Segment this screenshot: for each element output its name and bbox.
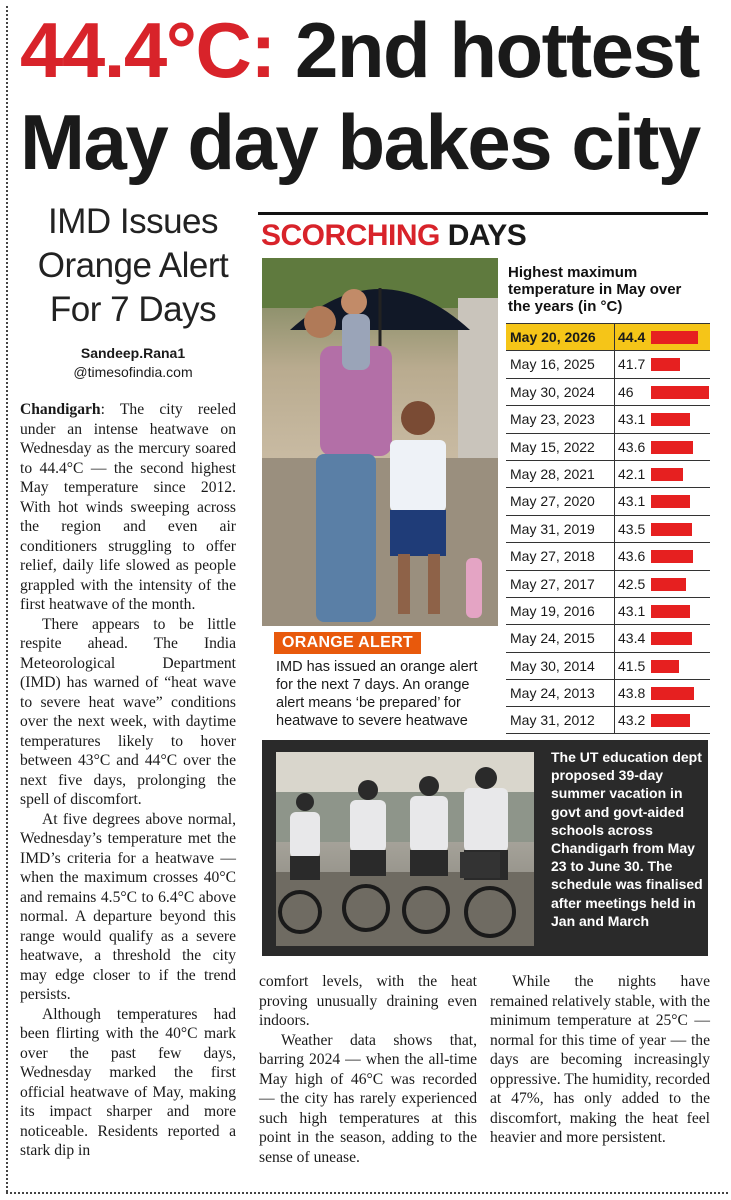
- chart-value-label: 43.1: [618, 493, 646, 510]
- chart-value-label: 42.1: [618, 465, 646, 482]
- chart-value-label: 44.4: [618, 329, 646, 345]
- chart-bar: [651, 550, 693, 563]
- chart-value-label: 46: [618, 383, 634, 400]
- article-column-3: [490, 972, 710, 1148]
- chart-date-label: May 20, 2026: [510, 329, 596, 345]
- chart-column-divider: [614, 324, 615, 350]
- chart-bar: [651, 441, 693, 454]
- chart-date-label: May 15, 2022: [510, 438, 595, 455]
- panel-title: [261, 220, 526, 252]
- chart-date-label: May 27, 2017: [510, 575, 595, 592]
- chart-column-divider: [614, 653, 615, 679]
- chart-date-label: May 16, 2025: [510, 356, 595, 373]
- chart-date-label: May 28, 2021: [510, 465, 595, 482]
- subhead-line: For 7 Days: [49, 290, 217, 329]
- chart-date-label: May 30, 2024: [510, 383, 595, 400]
- photo-illustration: [262, 258, 498, 626]
- chart-column-divider: [614, 351, 615, 377]
- chart-date-label: May 27, 2018: [510, 548, 595, 565]
- article-paragraph: comfort levels, with the heat proving unusually draining even indoors.: [259, 973, 477, 1029]
- chart-value-label: 43.4: [618, 630, 646, 647]
- article-column-2: [259, 972, 477, 1167]
- page-border-bottom: [6, 1192, 728, 1194]
- chart-column-divider: [614, 625, 615, 651]
- chart-column-divider: [614, 434, 615, 460]
- chart-value-label: 43.6: [618, 438, 646, 455]
- article-paragraph: Although temperatures had been flirting with the 40°C mark over the past few days, Wednesday marked the first official heatwave of May, making its impact sharper and more noticeable. Residents reported a stark dip in: [20, 1005, 236, 1159]
- chart-bar: [651, 632, 692, 645]
- scorching-days-chart: [500, 258, 712, 738]
- chart-value-label: 43.1: [618, 411, 646, 428]
- chart-bar: [651, 523, 692, 536]
- subhead-line: IMD Issues: [47, 202, 219, 241]
- chart-row: [506, 515, 710, 542]
- chart-date-label: May 24, 2013: [510, 685, 595, 702]
- chart-date-label: May 31, 2019: [510, 520, 595, 537]
- chart-row: [506, 570, 710, 597]
- article-column-1: [20, 400, 236, 1161]
- chart-bar: [651, 495, 690, 508]
- chart-column-divider: [614, 543, 615, 569]
- chart-row: [506, 624, 710, 651]
- chart-bar: [651, 578, 686, 591]
- subhead-line: Orange Alert: [37, 246, 229, 285]
- chart-bar: [651, 468, 683, 481]
- chart-column-divider: [614, 707, 615, 732]
- chart-bar: [651, 413, 690, 426]
- chart-title: Highest maximum temperature in May over the years (in °C): [508, 264, 682, 315]
- byline-handle: @timesofindia.com: [73, 364, 193, 380]
- schoolgirls-cycling-photo: [276, 752, 534, 946]
- panel-title-red: SCORCHING: [261, 219, 440, 252]
- chart-row: [506, 405, 710, 432]
- chart-column-divider: [614, 598, 615, 624]
- chart-row: [506, 460, 710, 487]
- chart-date-label: May 24, 2015: [510, 630, 595, 647]
- chart-column-divider: [614, 571, 615, 597]
- chart-row: [506, 652, 710, 679]
- chart-value-label: 41.7: [618, 356, 646, 373]
- chart-row: [506, 706, 710, 733]
- school-vacation-caption: The UT education dept proposed 39-day summer vacation in govt and govt-aided schools across Chandigarh from May 23 to June 30. The schedule was finalised after meetings held in Jan and March: [551, 749, 703, 929]
- chart-value-label: 42.5: [618, 575, 646, 592]
- chart-row: [506, 433, 710, 460]
- panel-title-black: DAYS: [447, 219, 527, 252]
- article-paragraph: At five degrees above normal, Wednesday’s temperature met the IMD’s criteria for a heatwave — when the maximum crosses 40°C and remains 4.5°C to 6.4°C above normal. A departure beyond this range would qualify as a severe heatwave, a threshold the city may edge closer to if the trend persists.: [20, 810, 236, 1003]
- chart-row: [506, 679, 710, 706]
- chart-row: [506, 350, 710, 377]
- chart-row: [506, 542, 710, 569]
- chart-value-label: 43.1: [618, 602, 646, 619]
- chart-row: [506, 597, 710, 624]
- article-paragraph: While the nights have remained relatively stable, with the minimum temperature at 25°C — normal for this time of year — the days are becoming increasingly oppressive. The humidity, recorded at 47%, has only added to the discomfort, making the heat feel heavier and more persistent.: [490, 973, 710, 1146]
- chart-bar: [651, 386, 709, 399]
- chart-bar: [651, 358, 680, 371]
- chart-bar: [651, 605, 690, 618]
- chart-column-divider: [614, 680, 615, 706]
- headline-line2: May day bakes city: [20, 98, 700, 186]
- mother-children-umbrella-photo: [262, 258, 498, 626]
- orange-alert-tag: ORANGE ALERT: [274, 632, 421, 654]
- chart-column-divider: [614, 488, 615, 514]
- dateline-city: Chandigarh: [20, 401, 101, 418]
- chart-value-label: 43.2: [618, 712, 646, 729]
- chart-column-divider: [614, 379, 615, 405]
- page-border-left: [6, 6, 8, 1192]
- chart-date-label: May 31, 2012: [510, 712, 595, 729]
- article-paragraph: Chandigarh: The city reeled under an intense heatwave on Wednesday as the mercury soared to 44.4°C — the second highest May temperature since 2012. With hot winds sweeping across the region and even air conditioners struggling to offer relief, daily life slowed as people grappled with the intensity of the first heatwave of the month.: [20, 401, 236, 613]
- photo-illustration: [276, 752, 534, 946]
- chart-column-divider: [614, 461, 615, 487]
- panel-rule: [258, 212, 708, 215]
- headline: [20, 6, 720, 186]
- article-paragraph: Weather data shows that, barring 2024 — when the all-time May high of 46°C was recorded — the city has rarely experienced such high temperatures at this point in the season, adding to the sense of unease.: [259, 1031, 477, 1166]
- chart-value-label: 43.8: [618, 685, 646, 702]
- chart-date-label: May 23, 2023: [510, 411, 595, 428]
- chart-date-label: May 19, 2016: [510, 602, 595, 619]
- chart-column-divider: [614, 516, 615, 542]
- byline: [18, 344, 248, 382]
- article-paragraph: There appears to be little respite ahead. The India Meteorological Department (IMD) has warned of “heat wave to severe heat wave” conditions over the next week, with daytime temperatures likely to hover between 43°C and 44°C over the next five days, prolonging the spell of discomfort.: [20, 615, 236, 808]
- chart-date-label: May 27, 2020: [510, 493, 595, 510]
- headline-temperature: 44.4°C:: [20, 6, 275, 94]
- chart-bar: [651, 331, 698, 344]
- chart-value-label: 43.6: [618, 548, 646, 565]
- orange-alert-text: IMD has issued an orange alert for the next 7 days. An orange alert means ‘be prepared’ for heatwave to severe heatwave: [276, 659, 478, 729]
- chart-value-label: 43.5: [618, 520, 646, 537]
- chart-date-label: May 30, 2014: [510, 657, 595, 674]
- chart-bar: [651, 660, 679, 673]
- chart-bar: [651, 714, 690, 727]
- chart-table: [506, 323, 710, 734]
- byline-name: Sandeep.Rana1: [80, 345, 186, 361]
- chart-row: [506, 487, 710, 514]
- chart-value-label: 41.5: [618, 657, 646, 674]
- chart-column-divider: [614, 406, 615, 432]
- chart-row: [506, 323, 710, 350]
- headline-line1: 2nd hottest: [294, 6, 699, 94]
- chart-bar: [651, 687, 694, 700]
- subheadline: [18, 200, 248, 332]
- chart-row: [506, 378, 710, 405]
